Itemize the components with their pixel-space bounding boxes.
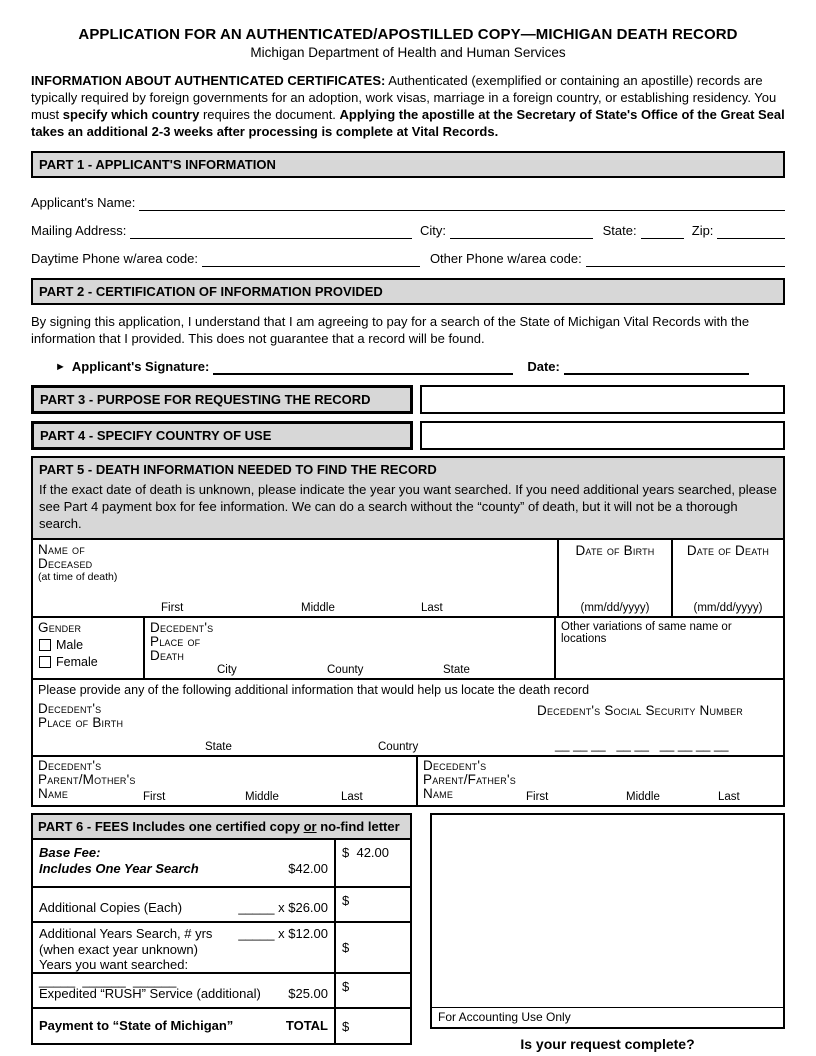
rush-service-price: $25.00	[288, 986, 328, 1001]
date-label: Date:	[527, 359, 560, 374]
zip-label: Zip:	[691, 223, 714, 238]
part4-row	[31, 421, 785, 450]
total-amount-cell[interactable]	[334, 1009, 410, 1043]
total-currency: $	[342, 1018, 350, 1034]
father-label-3: Name	[423, 786, 454, 801]
name-of-deceased-label-2: Deceased	[38, 556, 93, 571]
fees-column	[31, 813, 412, 1045]
part2-header: PART 2 - CERTIFICATION OF INFORMATION PROVIDED	[31, 278, 785, 305]
gender-cell	[33, 618, 143, 678]
mother-last-sublabel: Last	[341, 791, 363, 803]
years-searched-blanks[interactable]: _____ ______ ______	[39, 972, 177, 988]
additional-years-row	[33, 921, 410, 988]
total-row	[33, 1007, 410, 1043]
additional-years-label-cell	[33, 923, 334, 988]
phone-row	[31, 251, 785, 267]
part5-header: PART 5 - DEATH INFORMATION NEEDED TO FIND THE RECORD	[39, 462, 437, 477]
other-variations-label: Other variations of same name or locations	[561, 621, 732, 645]
base-fee-amount-cell	[334, 840, 410, 886]
pod-label-2: Place of	[150, 634, 201, 649]
part4-answer-box[interactable]	[420, 421, 785, 450]
name-of-deceased-cell[interactable]	[33, 540, 557, 616]
daytime-phone-label: Daytime Phone w/area code:	[31, 251, 198, 266]
at-time-of-death-note: (at time of death)	[38, 571, 118, 583]
daytime-phone-field[interactable]	[202, 251, 420, 267]
fees-table	[31, 840, 412, 1045]
additional-copies-currency: $	[342, 893, 350, 908]
part4-header: PART 4 - SPECIFY COUNTRY OF USE	[31, 421, 413, 450]
additional-years-amount-cell[interactable]	[334, 923, 410, 972]
date-field[interactable]	[564, 358, 749, 375]
female-label: Female	[56, 655, 98, 669]
female-checkbox[interactable]	[39, 656, 51, 668]
intro-paragraph	[31, 72, 785, 140]
intro-label: INFORMATION ABOUT AUTHENTICATED CERTIFICATES:	[31, 73, 386, 88]
additional-years-note: (when exact year unknown)	[39, 941, 198, 957]
part3-header: PART 3 - PURPOSE FOR REQUESTING THE RECORD	[31, 385, 413, 414]
applicant-name-label: Applicant's Name:	[31, 195, 136, 210]
other-phone-label: Other Phone w/area code:	[429, 251, 582, 266]
father-label-1: Decedent's	[423, 758, 487, 773]
dod-format-note: (mm/dd/yyyy)	[693, 602, 763, 614]
years-searched-label: Years you want searched:	[39, 957, 189, 972]
signature-label: Applicant's Signature:	[71, 359, 210, 374]
rush-service-amount-cell[interactable]	[334, 974, 410, 1007]
male-checkbox[interactable]	[39, 639, 51, 651]
mailing-address-row	[31, 223, 785, 239]
additional-copies-label: Additional Copies (Each)	[39, 900, 183, 915]
applicant-name-row	[31, 195, 785, 211]
base-fee-currency: $	[342, 845, 350, 860]
base-fee-line1: Base Fee:	[39, 845, 101, 860]
city-sublabel: City	[217, 664, 237, 676]
mother-label-1: Decedent's	[38, 758, 102, 773]
city-field[interactable]	[450, 223, 593, 239]
father-name-cell[interactable]	[416, 757, 783, 805]
pob-country-sublabel: Country	[378, 741, 419, 753]
mailing-address-field[interactable]	[130, 223, 412, 239]
base-fee-row	[33, 840, 410, 886]
additional-info-row	[33, 678, 783, 755]
bottom-section	[31, 813, 785, 1052]
base-fee-line2: Includes One Year Search	[39, 861, 199, 876]
name-of-deceased-label-1: Name of	[38, 542, 85, 557]
pob-label-2: Place of Birth	[38, 715, 124, 730]
intro-bold-2: Applying the apostille at the Secretary of State's Office of the Great Seal takes an additional 2-3 weeks after processing is complete at Vital Records.	[31, 107, 785, 139]
female-option	[39, 655, 143, 669]
rush-service-currency: $	[342, 979, 350, 994]
father-last-sublabel: Last	[718, 791, 740, 803]
other-variations-cell[interactable]	[554, 618, 783, 678]
part1-header: PART 1 - APPLICANT'S INFORMATION	[31, 151, 785, 178]
pod-label-3: Death	[150, 648, 185, 663]
payment-to-label: Payment to “State of Michigan”	[39, 1018, 234, 1033]
other-phone-field[interactable]	[586, 251, 785, 267]
part3-answer-box[interactable]	[420, 385, 785, 414]
part6-title-or: or	[303, 819, 317, 834]
place-of-death-cell[interactable]	[143, 618, 554, 678]
date-of-birth-cell[interactable]	[557, 540, 671, 616]
mother-label-3: Name	[38, 786, 69, 801]
county-sublabel: County	[327, 664, 364, 676]
pob-label-1: Decedent's	[38, 701, 102, 716]
additional-copies-price: x $26.00	[278, 900, 328, 915]
part3-row	[31, 385, 785, 414]
gender-label: Gender	[38, 620, 82, 635]
please-provide-text: Please provide any of the following additional information that would help us locate the death record	[38, 683, 590, 697]
part6-header	[31, 813, 412, 840]
name-dob-dod-row	[33, 540, 783, 616]
part6-title-prefix: PART 6 - FEES Includes one certified copy	[38, 819, 304, 834]
part6-title-suffix: no-find letter	[316, 819, 400, 834]
father-first-sublabel: First	[526, 791, 549, 803]
signature-field[interactable]	[213, 358, 513, 375]
arrow-right-icon: ►	[55, 361, 66, 373]
mother-first-sublabel: First	[143, 791, 166, 803]
dob-format-note: (mm/dd/yyyy)	[580, 602, 650, 614]
applicant-name-field[interactable]	[139, 195, 785, 211]
first-sublabel: First	[161, 602, 184, 614]
page-title: APPLICATION FOR AN AUTHENTICATED/APOSTILLED COPY—MICHIGAN DEATH RECORD	[78, 26, 738, 43]
base-fee-label-cell	[33, 840, 334, 886]
base-fee-price: $42.00	[288, 861, 328, 876]
pod-label-1: Decedent's	[150, 620, 214, 635]
state-sublabel: State	[443, 664, 470, 676]
additional-copies-amount-cell[interactable]	[334, 888, 410, 921]
intro-text-2: requires the document.	[199, 107, 340, 122]
accounting-column	[430, 813, 785, 1052]
ssn-field[interactable]: __ __ __ __ __ __ __ __ __	[555, 737, 729, 752]
accounting-box	[430, 813, 785, 1029]
accounting-label: For Accounting Use Only	[432, 1007, 783, 1027]
mother-name-cell[interactable]	[33, 757, 416, 805]
male-option	[39, 638, 143, 652]
base-fee-amount: 42.00	[356, 845, 390, 860]
death-info-table	[31, 540, 785, 807]
signature-row	[31, 358, 785, 375]
gender-pod-row	[33, 616, 783, 678]
pob-state-sublabel: State	[205, 741, 232, 753]
additional-years-price: x $12.00	[278, 926, 328, 941]
mother-middle-sublabel: Middle	[245, 791, 279, 803]
state-label: State:	[602, 223, 637, 238]
father-middle-sublabel: Middle	[626, 791, 660, 803]
last-sublabel: Last	[421, 602, 443, 614]
rush-service-label-cell	[33, 974, 334, 1007]
page-subtitle: Michigan Department of Health and Human Services	[250, 45, 566, 60]
additional-years-blank[interactable]: _____	[238, 926, 275, 941]
date-of-death-label: Date of Death	[686, 543, 770, 558]
intro-bold-1: specify which country	[62, 107, 200, 122]
parents-row	[33, 755, 783, 805]
certification-text: By signing this application, I understand that I am agreeing to pay for a search of the State of Michigan Vital Records with the information that I provided. This does not guarantee that a record will be found.	[31, 314, 750, 346]
rush-service-row	[33, 972, 410, 1007]
middle-sublabel: Middle	[301, 602, 335, 614]
mailing-address-label: Mailing Address:	[31, 223, 127, 238]
date-of-birth-label: Date of Birth	[575, 543, 655, 558]
ssn-label: Decedent's Social Security Number	[537, 703, 743, 718]
part5-section	[31, 456, 785, 540]
father-label-2: Parent/Father's	[423, 772, 516, 787]
request-complete-question: Is your request complete?	[520, 1036, 695, 1052]
additional-years-label: Additional Years Search, # yrs	[39, 926, 213, 941]
total-label: TOTAL	[285, 1018, 328, 1033]
rush-service-label: Expedited “RUSH” Service (additional)	[39, 986, 261, 1001]
total-label-cell	[33, 1009, 334, 1043]
state-field[interactable]	[641, 223, 684, 239]
male-label: Male	[56, 638, 84, 652]
additional-copies-blank[interactable]: _____	[238, 900, 275, 915]
additional-copies-row	[33, 886, 410, 921]
zip-field[interactable]	[717, 223, 785, 239]
additional-copies-label-cell	[33, 888, 334, 921]
additional-years-currency: $	[342, 940, 350, 955]
mother-label-2: Parent/Mother's	[38, 772, 136, 787]
intro-text-1: Authenticated (exemplified or containing an apostille) records are typically required by foreign governments for an adoption, work visas, marriage in a foreign country, or establishing residency. You must	[31, 73, 777, 122]
date-of-death-cell[interactable]	[671, 540, 783, 616]
city-label: City:	[419, 223, 446, 238]
part5-instructions: If the exact date of death is unknown, please indicate the year you want searched. If you need additional years searched, please see Part 4 payment box for fee information. We can do a search without the “county” of death, but it will not be a thorough search.	[39, 482, 777, 531]
